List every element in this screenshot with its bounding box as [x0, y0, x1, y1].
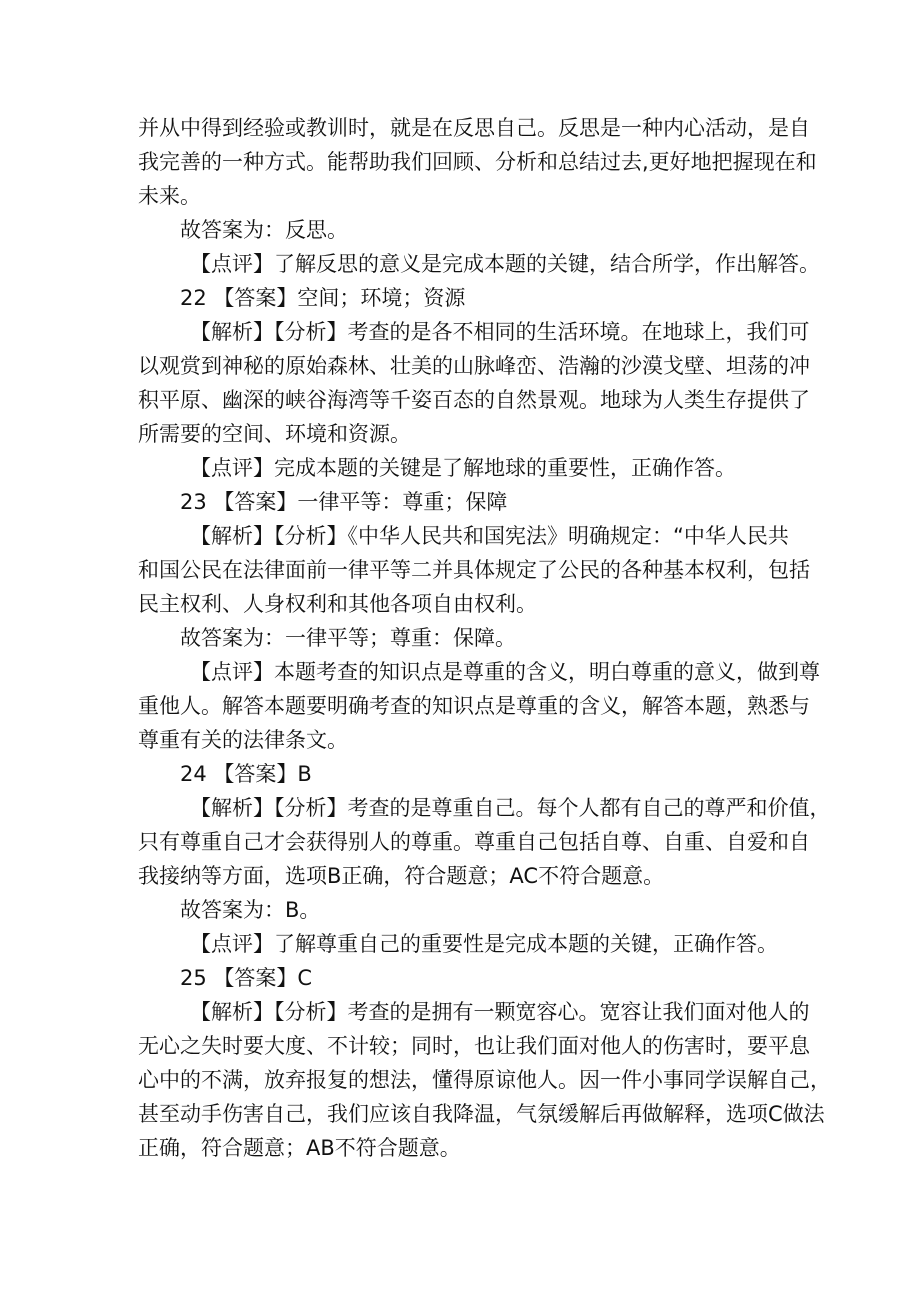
- text-line: 重他人。解答本题要明确考查的知识点是尊重的含义，解答本题，熟悉与: [138, 694, 810, 718]
- text-line: 【点评】了解尊重自己的重要性是完成本题的关键，正确作答。: [190, 932, 778, 956]
- text-line: 23 【答案】一律平等：尊重；保障: [180, 490, 508, 514]
- text-line: 【点评】本题考查的知识点是尊重的含义，明白尊重的意义，做到尊: [190, 660, 820, 684]
- text-line: 【解析】【分析】考查的是各不相同的生活环境。在地球上，我们可: [190, 320, 810, 344]
- text-line: 故答案为：一律平等；尊重：保障。: [180, 626, 516, 650]
- text-line: 正确，符合题意；AB不符合题意。: [138, 1136, 461, 1160]
- text-line: 【点评】完成本题的关键是了解地球的重要性，正确作答。: [190, 456, 736, 480]
- text-line: 25 【答案】C: [180, 966, 313, 990]
- text-line: 22 【答案】空间；环境；资源: [180, 286, 466, 310]
- text-line: 民主权利、人身权利和其他各项自由权利。: [138, 592, 537, 616]
- text-line: 故答案为：B。: [180, 898, 321, 922]
- text-line: 故答案为：反思。: [180, 218, 348, 242]
- text-line: 以观赏到神秘的原始森林、壮美的山脉峰峦、浩瀚的沙漠戈壁、坦荡的冲: [138, 354, 810, 378]
- text-line: 【解析】【分析】《中华人民共和国宪法》明确规定：“中华人民共: [190, 524, 789, 548]
- text-line: 只有尊重自己才会获得别人的尊重。尊重自己包括自尊、自重、自爱和自: [138, 830, 810, 854]
- text-line: 24 【答案】B: [180, 762, 312, 786]
- text-line: 尊重有关的法律条文。: [138, 728, 348, 752]
- text-line: 我完善的一种方式。能帮助我们回顾、分析和总结过去,更好地把握现在和: [138, 150, 817, 174]
- text-line: 无心之失时要大度、不计较；同时，也让我们面对他人的伤害时，要平息: [138, 1034, 810, 1058]
- text-line: 所需要的空间、环境和资源。: [138, 422, 411, 446]
- document-body: [138, 111, 831, 1165]
- text-line: 并从中得到经验或教训时，就是在反思自己。反思是一种内心活动，是自: [138, 116, 810, 140]
- text-line: 我接纳等方面，选项B正确，符合题意；AC不符合题意。: [138, 864, 665, 888]
- text-line: 心中的不满，放弃报复的想法，懂得原谅他人。因一件小事同学误解自己，: [138, 1068, 831, 1092]
- text-line: 【解析】【分析】考查的是尊重自己。每个人都有自己的尊严和价值，: [190, 796, 831, 820]
- text-line: 和国公民在法律面前一律平等二并具体规定了公民的各种基本权利，包括: [138, 558, 810, 582]
- text-line: 甚至动手伤害自己，我们应该自我降温，气氛缓解后再做解释，选项C做法: [138, 1102, 825, 1126]
- text-line: 未来。: [138, 184, 201, 208]
- text-line: 【点评】了解反思的意义是完成本题的关键，结合所学，作出解答。: [190, 252, 820, 276]
- text-line: 积平原、幽深的峡谷海湾等千姿百态的自然景观。地球为人类生存提供了: [138, 388, 810, 412]
- text-line: 【解析】【分析】考查的是拥有一颗宽容心。宽容让我们面对他人的: [190, 1000, 810, 1024]
